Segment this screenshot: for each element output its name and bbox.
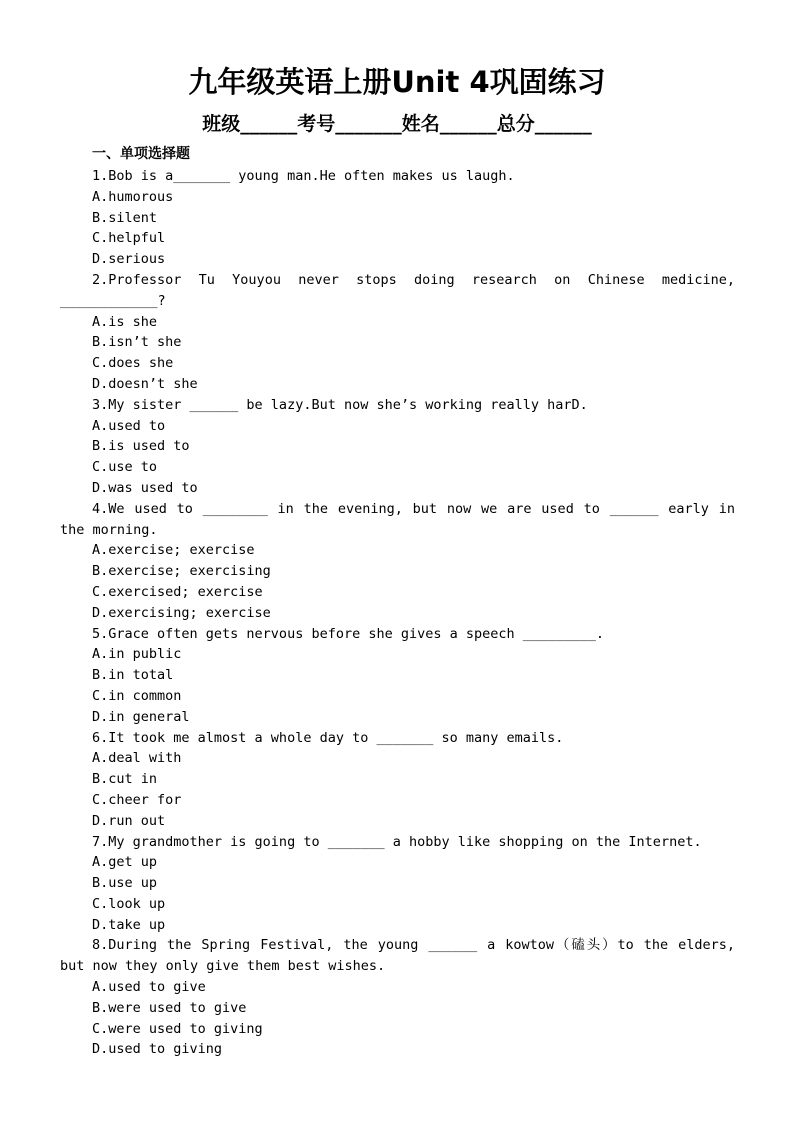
- option-c: C.does she: [92, 355, 174, 372]
- option-c: C.helpful: [92, 230, 166, 247]
- question-stem: 3.My sister ______ be lazy.But now she’s working really harD.: [92, 396, 588, 413]
- question-3: [60, 395, 735, 499]
- option-b: B.use up: [92, 875, 158, 892]
- option-c: C.use to: [92, 459, 158, 476]
- option-b: B.in total: [92, 667, 174, 684]
- option-b: B.cut in: [92, 771, 158, 788]
- question-2: [60, 270, 735, 395]
- question-1: [60, 166, 735, 270]
- question-stem: 5.Grace often gets nervous before she gives a speech _________.: [92, 625, 605, 642]
- option-a: A.exercise; exercise: [92, 542, 255, 559]
- option-d: D.run out: [92, 812, 166, 829]
- section-heading: 一、单项选择题: [92, 146, 190, 162]
- option-a: A.used to: [92, 417, 166, 434]
- option-b: B.silent: [92, 209, 158, 226]
- question-4: [60, 499, 735, 624]
- option-d: D.in general: [92, 708, 190, 725]
- question-7: [60, 832, 735, 936]
- page-title: 九年级英语上册Unit 4巩固练习: [188, 65, 606, 99]
- option-c: C.exercised; exercise: [92, 583, 263, 600]
- option-d: D.serious: [92, 251, 166, 268]
- student-info-line: 班级______考号_______姓名______总分______: [202, 113, 592, 135]
- option-d: D.was used to: [92, 479, 198, 496]
- option-b: B.is used to: [92, 438, 190, 455]
- option-c: C.in common: [92, 687, 182, 704]
- option-d: D.doesn’t she: [92, 375, 198, 392]
- question-stem: 8.During the Spring Festival, the young ______ a kowtow（磕头）to the elders, but now they only give them best wishes.: [60, 937, 735, 975]
- option-d: D.exercising; exercise: [92, 604, 271, 621]
- question-stem: 7.My grandmother is going to _______ a hobby like shopping on the Internet.: [92, 833, 702, 850]
- question-list: [60, 166, 735, 1060]
- option-a: A.in public: [92, 646, 182, 663]
- option-a: A.get up: [92, 854, 158, 871]
- question-stem: 4.We used to ________ in the evening, but now we are used to ______ early in the morning.: [60, 500, 735, 538]
- option-a: A.is she: [92, 313, 158, 330]
- option-d: D.take up: [92, 916, 166, 933]
- option-c: C.cheer for: [92, 791, 182, 808]
- option-d: D.used to giving: [92, 1041, 223, 1058]
- option-a: A.used to give: [92, 979, 206, 996]
- option-a: A.deal with: [92, 750, 182, 767]
- question-stem: 2.Professor Tu Youyou never stops doing research on Chinese medicine, ____________?: [60, 271, 735, 309]
- option-c: C.were used to giving: [92, 1020, 263, 1037]
- question-6: [60, 728, 735, 832]
- question-stem: 6.It took me almost a whole day to _______ so many emails.: [92, 729, 564, 746]
- question-stem: 1.Bob is a_______ young man.He often makes us laugh.: [92, 168, 515, 184]
- option-a: A.humorous: [92, 188, 174, 205]
- option-b: B.were used to give: [92, 999, 247, 1016]
- option-c: C.look up: [92, 895, 166, 912]
- option-b: B.exercise; exercising: [92, 563, 271, 580]
- question-8: [60, 935, 735, 1060]
- question-5: [60, 624, 735, 728]
- option-b: B.isn’t she: [92, 334, 182, 351]
